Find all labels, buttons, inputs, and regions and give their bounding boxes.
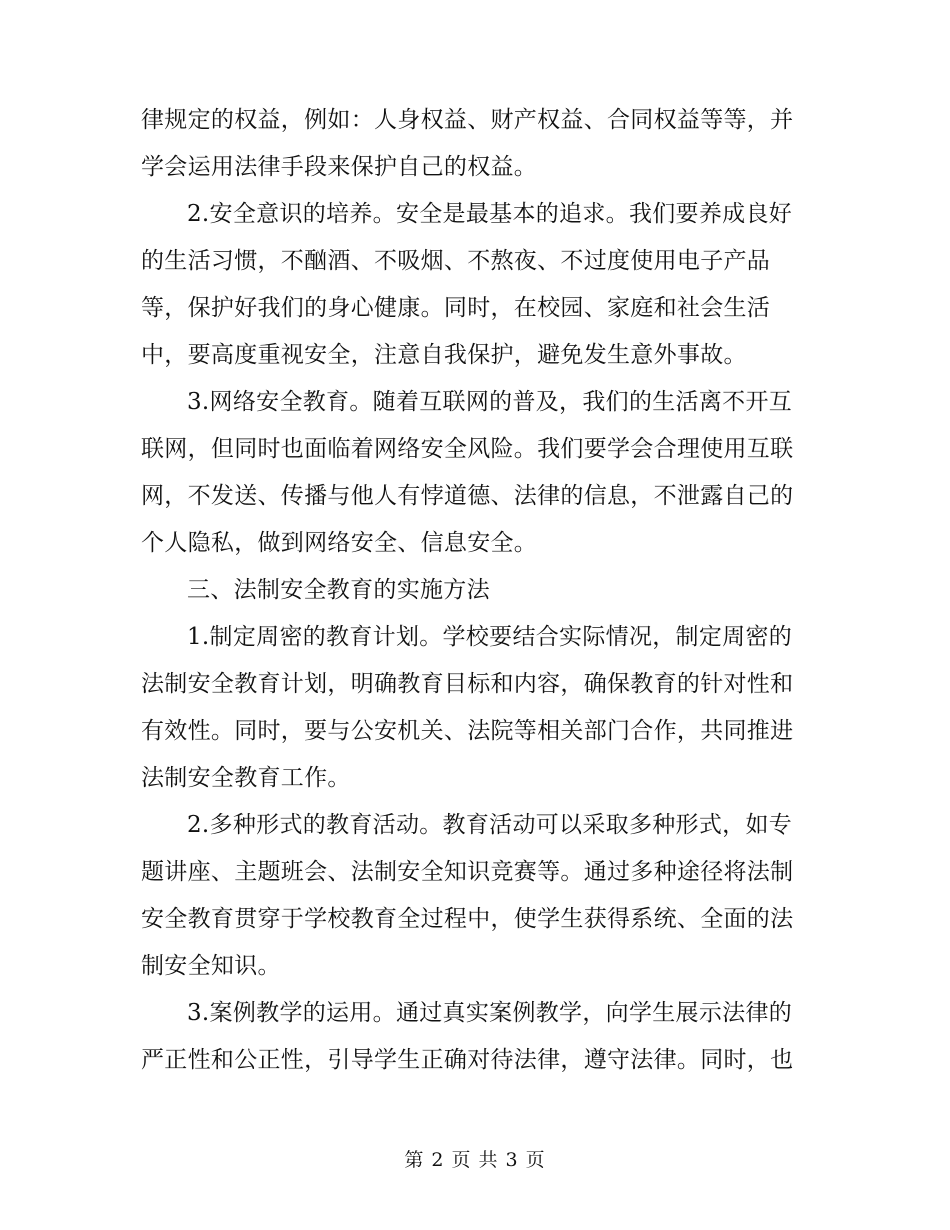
paragraph-line: 3.网络安全教育。随着互联网的普及，我们的生活离不开互 xyxy=(187,389,793,415)
page-number-footer: 第 2 页 共 3 页 xyxy=(404,1149,546,1171)
paragraph-line: 1.制定周密的教育计划。学校要结合实际情况，制定周密的 xyxy=(187,624,793,650)
paragraph-line: 网，不发送、传播与他人有悖道德、法律的信息，不泄露自己的 xyxy=(141,483,794,509)
paragraph-line: 的生活习惯，不酗酒、不吸烟、不熬夜、不过度使用电子产品 xyxy=(141,248,771,274)
paragraph-line: 联网，但同时也面临着网络安全风险。我们要学会合理使用互联 xyxy=(141,436,794,462)
paragraph-line: 学会运用法律手段来保护自己的权益。 xyxy=(141,154,538,180)
paragraph-line: 2.安全意识的培养。安全是最基本的追求。我们要养成良好 xyxy=(187,201,793,227)
paragraph-line: 严正性和公正性，引导学生正确对待法律，遵守法律。同时，也 xyxy=(141,1047,794,1073)
paragraph-line: 等，保护好我们的身心健康。同时，在校园、家庭和社会生活 xyxy=(141,295,771,321)
paragraph-line: 律规定的权益，例如：人身权益、财产权益、合同权益等等，并 xyxy=(141,107,794,133)
paragraph-line: 3.案例教学的运用。通过真实案例教学，向学生展示法律的 xyxy=(187,1000,793,1026)
paragraph-line: 安全教育贯穿于学校教育全过程中，使学生获得系统、全面的法 xyxy=(141,906,794,932)
paragraph-line: 中，要高度重视安全，注意自我保护，避免发生意外事故。 xyxy=(141,342,747,368)
paragraph-line: 法制安全教育计划，明确教育目标和内容，确保教育的针对性和 xyxy=(141,671,794,697)
paragraph-line: 法制安全教育工作。 xyxy=(141,765,351,791)
paragraph-line: 题讲座、主题班会、法制安全知识竞赛等。通过多种途径将法制 xyxy=(141,859,794,885)
paragraph-line: 个人隐私，做到网络安全、信息安全。 xyxy=(141,530,538,556)
paragraph-line: 有效性。同时，要与公安机关、法院等相关部门合作，共同推进 xyxy=(141,718,794,744)
section-heading: 三、法制安全教育的实施方法 xyxy=(187,577,490,603)
paragraph-line: 制安全知识。 xyxy=(141,953,281,979)
paragraph-line: 2.多种形式的教育活动。教育活动可以采取多种形式，如专 xyxy=(187,812,793,838)
